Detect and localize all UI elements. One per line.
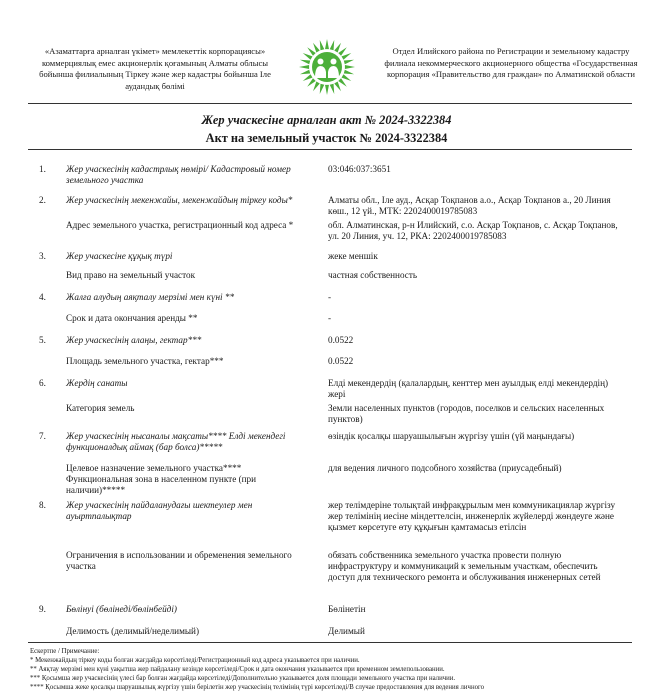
lease-term-value-ru: - (328, 313, 332, 323)
divisibility-value-kz: Бөлінетін (328, 604, 366, 614)
logo-ray (338, 47, 347, 56)
row-number: 3. (39, 251, 46, 261)
logo-ray (299, 65, 309, 69)
logo-ray (334, 82, 341, 92)
header-divider (28, 103, 632, 104)
logo-ray (342, 53, 352, 60)
logo-ray (344, 60, 354, 65)
area-value-ru: 0.0522 (328, 356, 354, 366)
footnote-2: ** Аяқтау мерзімі мен күні уақытша жер пайдалану кезінде көрсетіледі/Срок и дата окончания указывается при временном землепользовании. (30, 666, 445, 673)
purpose-label-kz: Жер учаскесінің нысаналы мақсаты**** Елді мекендегі функционалдық аймақ (бар болса)***** (66, 431, 286, 453)
logo-ray (342, 74, 352, 81)
address-label-kz: Жер учаскесінің мекенжайы, мекенжайдың тіркеу коды* (66, 195, 293, 205)
lease-term-value-kz: - (328, 292, 332, 302)
restrictions-value-kz: жер телімдеріне толықтай инфрақұрылым мен коммуникациялар жүргізу жер телімінің иесіне міндеттелсін, инженерлік жүйелерді жөндеуге және қызмет көрсетуге өту құқығын қамтамасыз етілсін (328, 500, 616, 533)
footnote-3: *** Қосымша жер учаскесінің үлесі бар болған жағдайда көрсетіледі/Дополнительно указывается доля площади земельного участка при наличии. (30, 675, 456, 682)
address-label-ru: Адрес земельного участка, регистрационный код адреса * (66, 220, 294, 230)
issuer-kz: «Азаматтарға арналған үкімет» мемлекеттік корпорациясы» коммерциялық емес акционерлік қоғамының Алматы облысы бойынша филиалының Тіркеу және жер кадастры бойынша Іле аудандық бөлімі (39, 46, 271, 91)
footnotes-heading: Ескертпе / Примечание: (30, 648, 100, 655)
row-number: 2. (39, 195, 46, 205)
footnote-4: **** Қосымша жеке қосалқы шаруашылық жүргізу үшін берілетін жер учаскесінің телімінің түрі көрсетіледі/В случае предоставления для ведения личного (30, 684, 484, 691)
restrictions-label-kz: Жер учаскесінің пайдаланудағы шектеулер мен ауыртпалықтар (66, 500, 253, 522)
logo-ray (320, 84, 325, 94)
title-ru: Акт на земельный участок № 2024-3322384 (205, 131, 448, 145)
row-number: 4. (39, 292, 46, 302)
government-for-citizens-logo (294, 37, 360, 97)
row-number: 7. (39, 431, 46, 441)
address-value-kz: Алматы обл., Іле ауд., Асқар Тоқпанов а.о., Асқар Тоқпанов а., 20 Линия көш., 12 үй., МТК: 2202400019785083 (328, 195, 611, 217)
address-value-ru: обл. Алматинская, р-н Илийский, с.о. Асқар Тоқпанов, с. Асқар Тоқпанов, ул. 20 Линия, уч. 12, РКА: 2202400019785083 (328, 220, 618, 242)
logo-ray (300, 70, 310, 75)
purpose-value-ru: для ведения личного подсобного хозяйства (приусадебный) (328, 463, 562, 473)
restrictions-label-ru: Ограничения в использовании и обременения земельного участка (66, 550, 292, 572)
lease-term-label-ru: Срок и дата окончания аренды ** (66, 313, 198, 323)
row-number: 9. (39, 604, 46, 614)
logo-ray (303, 74, 313, 81)
logo-ray (303, 53, 313, 60)
divisibility-label-kz: Бөлінуі (бөлінеді/бөлінбейді) (66, 604, 177, 614)
logo-ray (300, 60, 310, 65)
land-category-value-kz: Елді мекендердің (қалалардың, кенттер мен ауылдық елді мекендердің) жері (328, 378, 609, 400)
divisibility-value-ru: Делимый (328, 626, 365, 636)
logo-ray (313, 82, 320, 92)
logo-ray (344, 70, 354, 75)
land-category-label-kz: Жердің санаты (66, 378, 128, 388)
footnote-1: * Мекенжайдың тіркеу коды болған жағдайда көрсетіледі/Регистрационный код адреса указывается при наличии. (30, 657, 360, 664)
logo-ray (313, 43, 320, 53)
right-type-label-ru: Вид право на земельный участок (66, 270, 196, 280)
land-category-value-ru: Земли населенных пунктов (городов, поселков и сельских населенных пунктов) (328, 403, 605, 425)
cadastral-number-label: Жер учаскесінің кадастрлық нөмірі/ Кадастровый номер земельного участка (66, 164, 291, 186)
row-number: 8. (39, 500, 46, 510)
issuer-ru: Отдел Илийского района по Регистрации и земельному кадастру филиала некоммерческого акционерного общества «Государственная корпорация «Правительство для граждан» по Алматинской области (384, 46, 638, 80)
logo-ray (307, 78, 316, 87)
row-number: 1. (39, 164, 46, 174)
logo-ray (325, 85, 329, 95)
right-type-value-ru: частная собственность (328, 270, 418, 280)
logo-ray (330, 84, 335, 94)
purpose-value-kz: өзіндік қосалқы шаруашылығын жүргізу үшін (үй маңындағы) (328, 431, 575, 441)
logo-ray (338, 78, 347, 87)
lease-term-label-kz: Жалға алудың аяқталу мерзімі мен күні ** (66, 292, 235, 302)
right-type-label-kz: Жер учаскесіне құқық түрі (66, 251, 173, 261)
area-value-kz: 0.0522 (328, 335, 354, 345)
area-label-kz: Жер учаскесінің алаңы, гектар*** (66, 335, 202, 345)
logo-ray (307, 47, 316, 56)
logo-ray (330, 40, 335, 50)
purpose-label-ru: Целевое назначение земельного участка**** Функциональная зона в населенном пункте (при наличии)***** (66, 463, 257, 496)
footnotes-divider (28, 642, 632, 643)
row-number: 5. (39, 335, 46, 345)
right-type-value-kz: жеке меншік (328, 251, 378, 261)
restrictions-value-ru: обязать собственника земельного участка провести полную инфраструктуру и коммуникаций к земельным участкам, обеспечить доступ для технического ремонта и обслуживания инженерных сетей (328, 550, 601, 583)
logo-ray (325, 39, 329, 49)
logo-ray (334, 43, 341, 53)
logo-ray (320, 40, 325, 50)
title-kz: Жер учаскесіне арналған акт № 2024-3322384 (201, 113, 452, 127)
row-number: 6. (39, 378, 46, 388)
logo-ray (345, 65, 355, 69)
divisibility-label-ru: Делимость (делимый/неделимый) (66, 626, 200, 636)
area-label-ru: Площадь земельного участка, гектар*** (66, 356, 224, 366)
land-category-label-ru: Категория земель (66, 403, 135, 413)
cadastral-number-value: 03:046:037:3651 (328, 164, 391, 174)
title-divider (28, 149, 632, 150)
